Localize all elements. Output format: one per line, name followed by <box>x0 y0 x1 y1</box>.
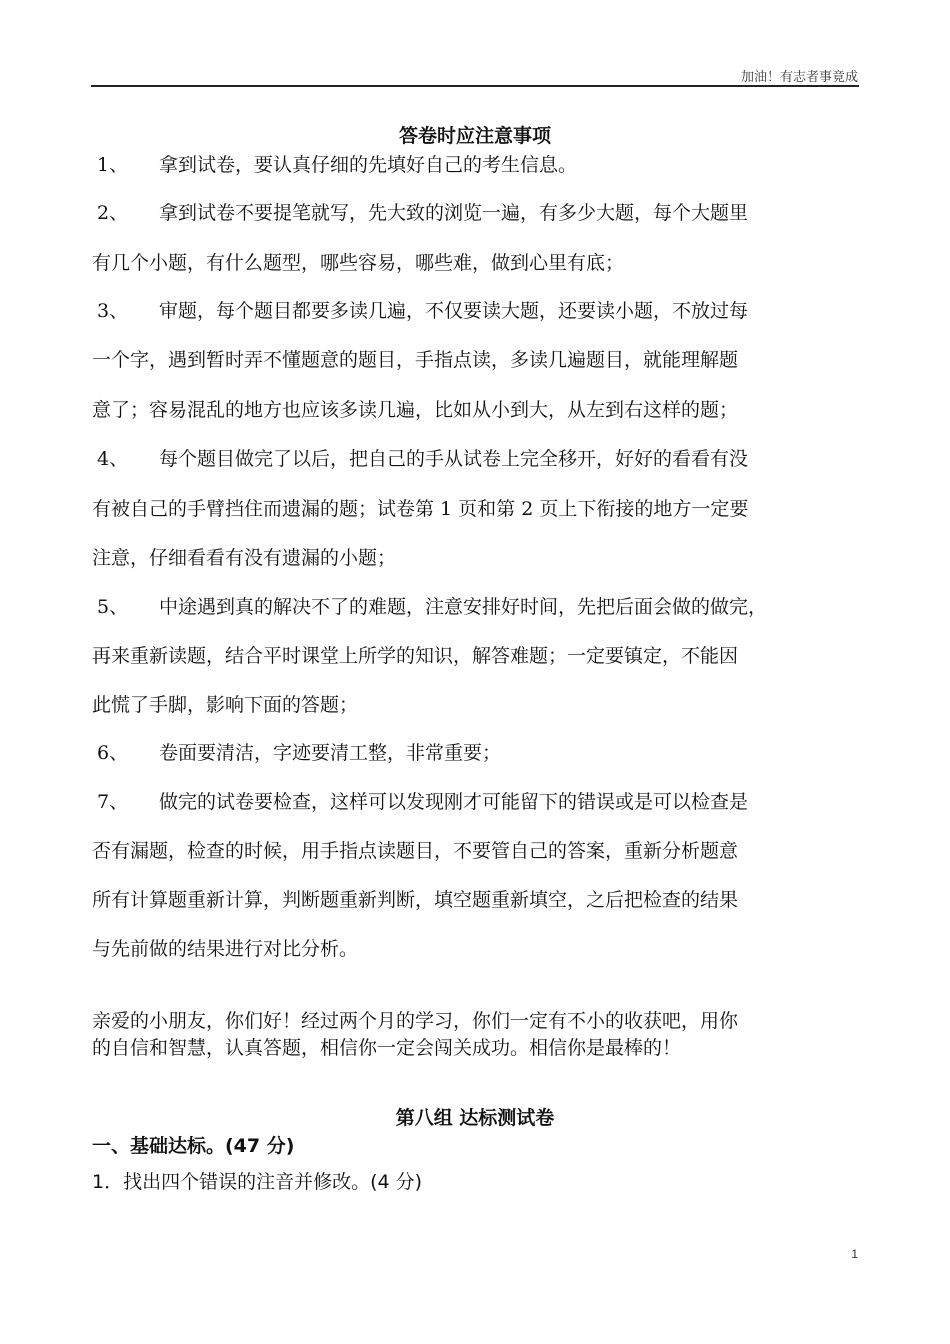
note-item-5-cont: 再来重新读题，结合平时课堂上所学的知识，解答难题；一定要镇定，不能因 <box>92 645 739 667</box>
note-item-5 <box>92 592 767 619</box>
note-item-2 <box>92 198 748 225</box>
note-text: 审题，每个题目都要多读几遍，不仅要读大题，还要读小题，不放过每 <box>159 300 749 322</box>
encouragement-line: 的自信和智慧，认真答题，相信你一定会闯关成功。相信你是最棒的！ <box>92 1037 682 1059</box>
header-divider <box>91 85 859 87</box>
note-item-3-cont: 意了；容易混乱的地方也应该多读几遍，比如从小到大，从左到右这样的题； <box>92 399 739 421</box>
test-title: 第八组 达标测试卷 <box>395 1107 555 1129</box>
note-item-1 <box>92 150 577 177</box>
note-number: 5、 <box>97 596 129 618</box>
note-item-7-cont: 所有计算题重新计算，判断题重新判断，填空题重新填空，之后把检查的结果 <box>92 889 739 911</box>
note-number: 2、 <box>97 202 129 224</box>
encouragement-line: 亲爱的小朋友，你们好！经过两个月的学习，你们一定有不小的收获吧，用你 <box>92 1010 739 1032</box>
note-item-3 <box>92 296 748 323</box>
note-text: 卷面要清洁，字迹要清工整，非常重要； <box>159 742 502 764</box>
note-item-2-cont: 有几个小题，有什么题型，哪些容易，哪些难，做到心里有底； <box>92 252 625 274</box>
note-item-7 <box>92 787 748 814</box>
note-item-4 <box>92 444 748 471</box>
note-item-7-cont: 与先前做的结果进行对比分析。 <box>92 938 359 960</box>
section-heading: 一、基础达标。(47 分) <box>92 1135 295 1157</box>
question-1: 1．找出四个错误的注音并修改。(4 分) <box>92 1171 423 1193</box>
note-item-7-cont: 否有漏题，检查的时候，用手指点读题目，不要管自己的答案，重新分析题意 <box>92 840 739 862</box>
note-number: 4、 <box>97 448 129 470</box>
header-motto: 加油！有志者事竟成 <box>740 70 858 85</box>
note-number: 6、 <box>97 742 129 764</box>
note-text: 中途遇到真的解决不了的难题，注意安排好时间，先把后面会做的做完， <box>159 596 768 618</box>
note-item-3-cont: 一个字，遇到暂时弄不懂题意的题目，手指点读，多读几遍题目，就能理解题 <box>92 349 739 371</box>
page-number: 1 <box>851 1247 858 1261</box>
note-number: 7、 <box>97 791 129 813</box>
note-text: 每个题目做完了以后，把自己的手从试卷上完全移开，好好的看看有没 <box>159 448 749 470</box>
note-text: 拿到试卷不要提笔就写，先大致的浏览一遍，有多少大题，每个大题里 <box>159 202 749 224</box>
note-item-6 <box>92 738 501 765</box>
note-text: 做完的试卷要检查，这样可以发现刚才可能留下的错误或是可以检查是 <box>159 791 749 813</box>
note-number: 1、 <box>97 154 129 176</box>
notes-title: 答卷时应注意事项 <box>398 125 551 147</box>
note-text: 拿到试卷，要认真仔细的先填好自己的考生信息。 <box>159 154 578 176</box>
note-item-5-cont: 此慌了手脚，影响下面的答题； <box>92 694 359 716</box>
note-number: 3、 <box>97 300 129 322</box>
note-item-4-cont: 注意，仔细看看有没有遗漏的小题； <box>92 547 397 569</box>
note-item-4-cont: 有被自己的手臂挡住而遗漏的题；试卷第 1 页和第 2 页上下衔接的地方一定要 <box>92 498 749 520</box>
